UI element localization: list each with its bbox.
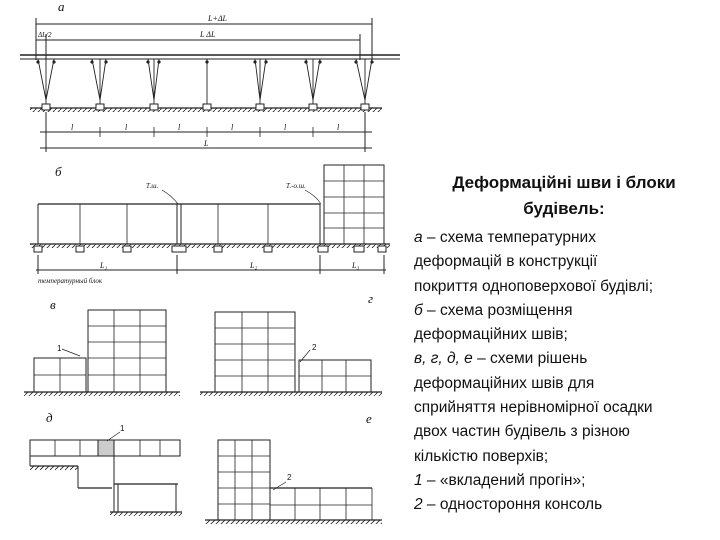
caption-line-marker: в, г, д, е [414,350,473,368]
caption-line-text: деформацій в конструкції [414,253,598,271]
panel-label-b: б [55,164,62,179]
panel-label-d: д [46,410,53,425]
panel-v-nested-span [24,297,180,396]
caption-line-text: кількістю поверхів; [414,447,549,465]
caption-title [414,170,714,222]
caption-line [414,250,714,274]
dim-total: L+ΔL [208,14,227,23]
caption-line-text: – схеми рішень [472,350,588,368]
dim-segment: l [71,123,74,132]
dim-inner: L ΔL [200,30,216,39]
caption-line-marker: а [414,229,423,246]
dim-half-delta: ΔL/2 [38,31,52,39]
dim-bottom: L [204,139,209,148]
panel-label-a: а [58,0,65,14]
panel-label-g: г [368,291,374,306]
caption-line-text: – «вкладений прогін»; [422,471,586,489]
block-label: температурный блок [38,277,103,285]
panel-b-joint-layout [30,164,390,285]
caption-line [414,323,714,347]
caption-line [414,372,714,396]
caption-line [414,396,714,420]
caption-line-text: деформаційних швів для [414,374,595,392]
marker-1: 1 [57,344,62,353]
caption-line [414,275,714,299]
caption-line [414,493,714,517]
span-2: L₂ [250,261,258,270]
dim-segment: l [125,123,128,132]
caption-line-text: – одностороння консоль [422,496,603,514]
caption-line [414,347,714,371]
dim-segment: l [178,123,181,132]
joint-settle-label: Т.-о.ш. [286,182,306,190]
caption-line-marker: б [414,301,423,319]
span-3: L₃ [352,261,360,270]
caption-line [414,299,714,323]
caption-line [414,445,714,469]
caption-line-text: двох частин будівель з різною [414,423,630,441]
joint-temp-label: Т.ш. [146,182,159,190]
figure-caption [414,170,714,518]
dim-segment: l [284,123,287,132]
caption-line-text: деформаційних швів; [414,326,568,344]
caption-title-line: Деформаційні шви і блоки [452,173,676,192]
caption-line-marker: 2 [414,496,423,514]
dim-segment: l [337,123,340,132]
panel-a-temperature-scheme [20,0,400,152]
panel-e-one-side-cantilever [205,411,382,524]
caption-title-line: будівель: [523,199,605,218]
caption-body [414,226,714,518]
marker-2: 2 [312,343,317,352]
caption-line-text: – схема температурних [422,229,596,246]
dim-segment: l [231,123,234,132]
caption-line-marker: 1 [414,471,423,489]
caption-line [414,420,714,444]
caption-line-text: покриття одноповерхової будівлі; [414,277,654,295]
panel-label-v: в [50,297,56,312]
panel-d-nested-span [30,410,182,516]
panel-g-one-side-cantilever [200,291,382,396]
panel-label-e: е [366,411,372,426]
span-1: L₁ [100,261,108,270]
caption-line-text: сприйняття нерівномірної осадки [414,399,653,417]
marker-2: 2 [287,473,292,482]
caption-line-text: – схема розміщення [422,301,573,319]
caption-line [414,226,714,250]
marker-1: 1 [120,424,125,433]
caption-line [414,469,714,493]
